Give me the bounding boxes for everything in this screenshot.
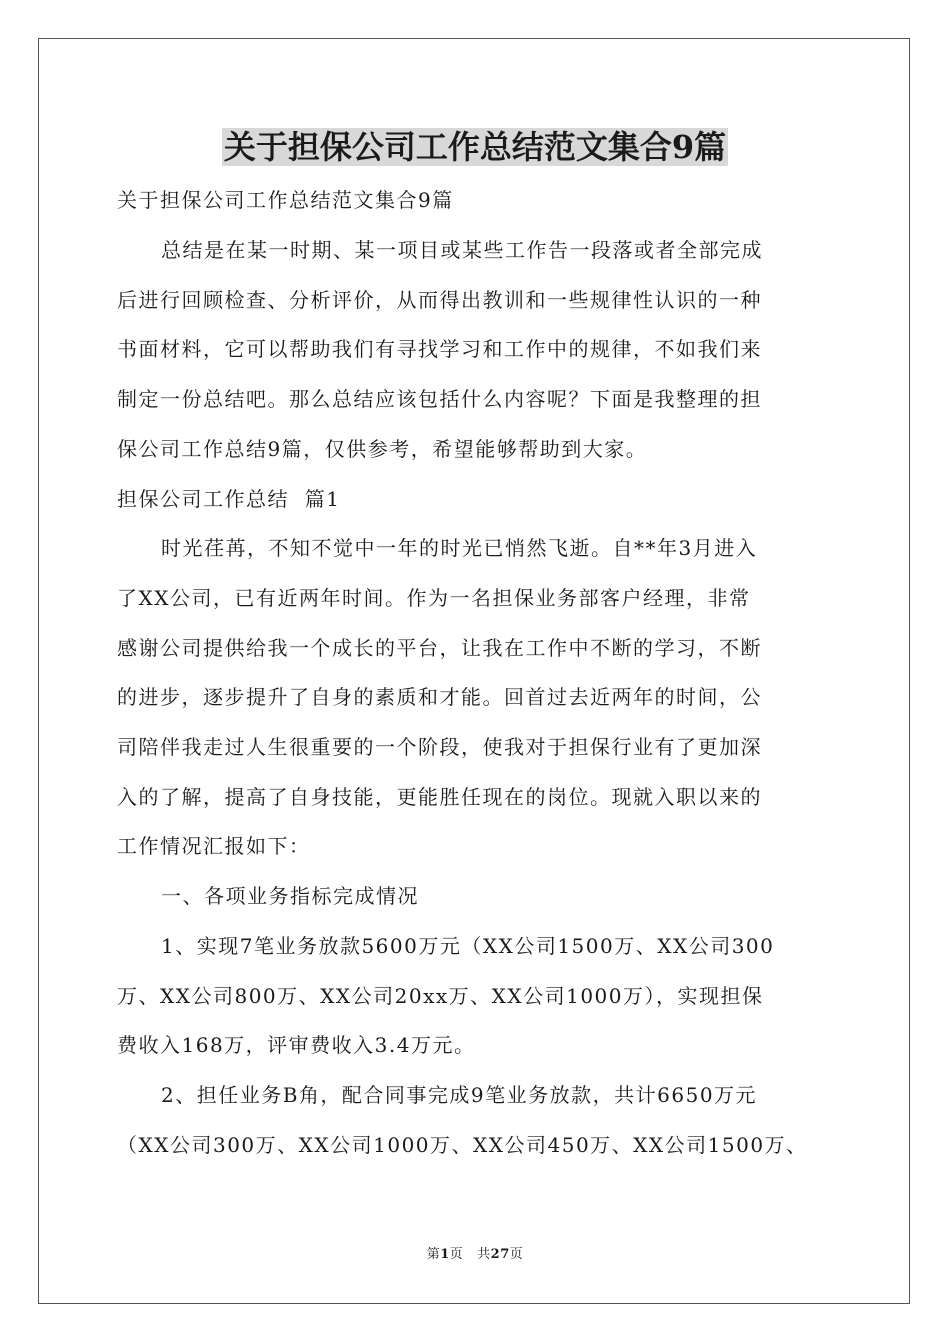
intro-paragraph <box>117 226 833 475</box>
item1-paragraph <box>117 922 833 1071</box>
section-line: 的进步，逐步提升了自身的素质和才能。回首过去近两年的时间，公 <box>117 685 762 710</box>
section-paragraph <box>117 524 833 872</box>
page-mid: 页 共 <box>449 1247 491 1262</box>
intro-line: 总结是在某一时期、某一项目或某些工作告一段落或者全部完成 <box>161 238 763 262</box>
document-body <box>117 180 833 1170</box>
section-line: 工作情况汇报如下： <box>117 834 311 859</box>
page-number <box>0 1246 950 1264</box>
document-title-text: 关于担保公司工作总结范文集合9篇 <box>223 128 727 166</box>
document-title <box>0 126 950 168</box>
item1-line: 万、XX公司800万、XX公司20xx万、XX公司1000万），实现担保 <box>117 983 764 1008</box>
section-line: 时光荏苒，不知不觉中一年的时光已悄然飞逝。自**年3月进入 <box>161 536 758 561</box>
intro-line: 书面材料，它可以帮助我们有寻找学习和工作中的规律，不如我们来 <box>117 337 762 362</box>
section-line: 入的了解，提高了自身技能，更能胜任现在的岗位。现就入职以来的 <box>117 784 762 809</box>
page-prefix: 第 <box>426 1247 441 1262</box>
page-suffix: 页 <box>509 1247 524 1262</box>
section-heading: 担保公司工作总结 篇1 <box>117 486 341 511</box>
item2-line: 2、担任业务B角，配合同事完成9笔业务放款，共计6650万元 <box>161 1082 758 1107</box>
intro-line: 保公司工作总结9篇，仅供参考，希望能够帮助到大家。 <box>117 436 648 461</box>
item1-line: 费收入168万，评审费收入3.4万元。 <box>117 1033 476 1058</box>
item1-line: 1、实现7笔业务放款5600万元（XX公司1500万、XX公司300 <box>161 933 775 958</box>
section-line: 了XX公司，已有近两年时间。作为一名担保业务部客户经理，非常 <box>117 585 751 610</box>
intro-line: 制定一份总结吧。那么总结应该包括什么内容呢？下面是我整理的担 <box>117 387 762 412</box>
page-current: 1 <box>440 1247 450 1262</box>
intro-line: 后进行回顾检查、分析评价，从而得出教训和一些规律性认识的一种 <box>117 287 762 312</box>
section-line: 感谢公司提供给我一个成长的平台，让我在工作中不断的学习，不断 <box>117 635 762 660</box>
section-line: 司陪伴我走过人生很重要的一个阶段，使我对于担保行业有了更加深 <box>117 735 762 760</box>
page-total: 27 <box>490 1247 510 1262</box>
item2-paragraph <box>117 1071 833 1170</box>
document-subtitle: 关于担保公司工作总结范文集合9篇 <box>117 188 454 212</box>
item2-line: （XX公司300万、XX公司1000万、XX公司450万、XX公司1500万、 <box>117 1132 808 1157</box>
sub-heading: 一、各项业务指标完成情况 <box>161 884 419 909</box>
